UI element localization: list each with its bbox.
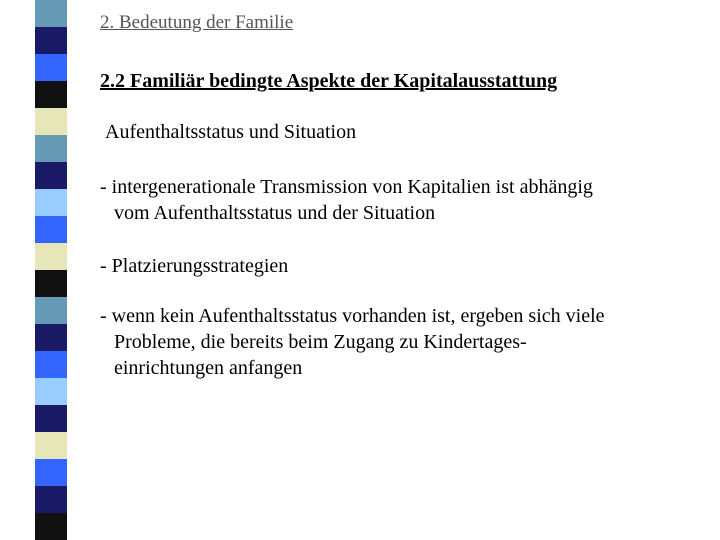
stripe-block — [35, 189, 67, 216]
stripe-block — [35, 297, 67, 324]
stripe-block — [35, 378, 67, 405]
stripe-block — [35, 459, 67, 486]
bullet-line: Probleme, die bereits beim Zugang zu Kindertages- — [114, 331, 527, 353]
slide-title: 2. Bedeutung der Familie — [100, 12, 294, 33]
stripe-block — [35, 0, 67, 27]
stripe-block — [35, 216, 67, 243]
stripe-block — [35, 324, 67, 351]
bullet-item — [100, 253, 712, 279]
stripe-block — [35, 405, 67, 432]
stripe-block — [35, 243, 67, 270]
section-heading: Aufenthaltsstatus und Situation — [105, 121, 357, 143]
bullet-line: - wenn kein Aufenthaltsstatus vorhanden ist, ergeben sich viele — [100, 305, 605, 327]
stripe-block — [35, 432, 67, 459]
bullet-line: vom Aufenthaltsstatus und der Situation — [114, 202, 436, 224]
stripe-block — [35, 54, 67, 81]
bullet-item — [100, 174, 712, 226]
stripe-block — [35, 108, 67, 135]
stripe-block — [35, 270, 67, 297]
bullet-item — [100, 303, 712, 381]
stripe-block — [35, 162, 67, 189]
stripe-block — [35, 486, 67, 513]
decorative-stripe — [0, 0, 67, 540]
slide-subtitle: 2.2 Familiär bedingte Aspekte der Kapitalausstattung — [100, 70, 558, 92]
stripe-block — [35, 27, 67, 54]
bullet-line: einrichtungen anfangen — [114, 357, 303, 379]
bullet-line: - intergenerationale Transmission von Kapitalien ist abhängig — [100, 176, 593, 198]
bullet-line: - Platzierungsstrategien — [100, 255, 289, 277]
stripe-block — [35, 135, 67, 162]
stripe-block — [35, 81, 67, 108]
stripe-block — [35, 513, 67, 540]
stripe-block — [35, 351, 67, 378]
